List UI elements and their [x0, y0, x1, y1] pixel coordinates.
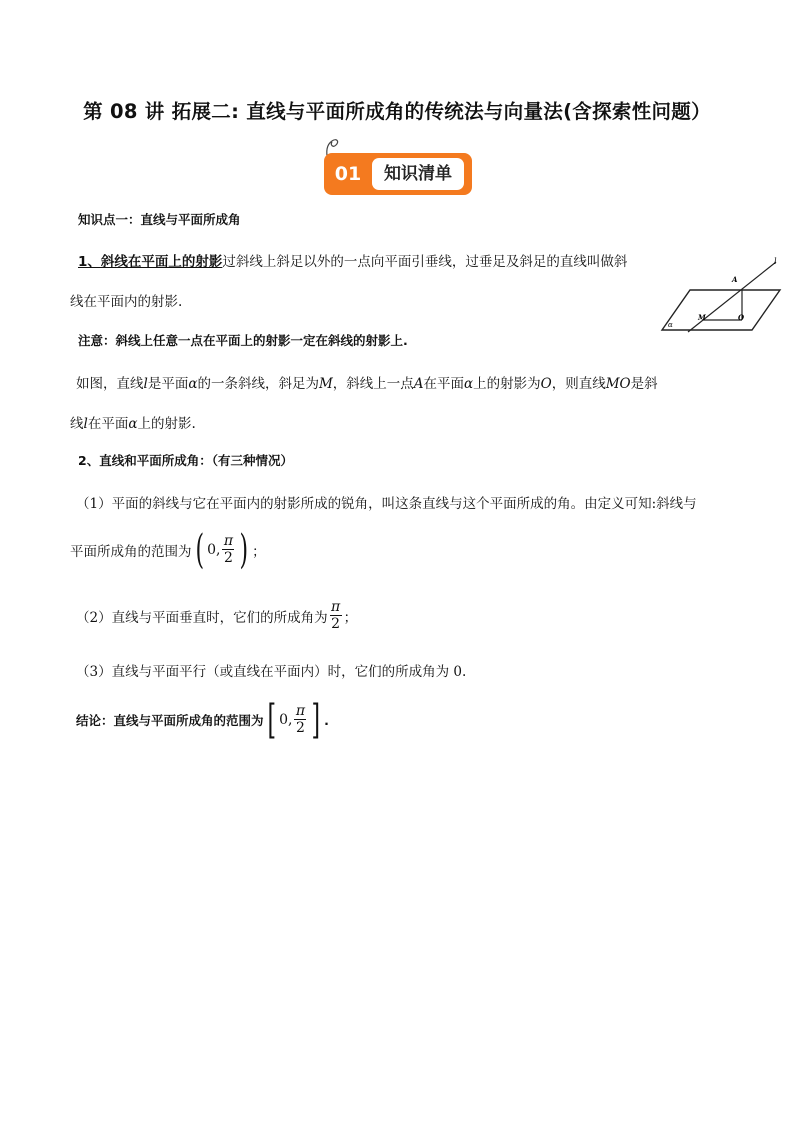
math-l: l — [143, 376, 148, 392]
bracket-open: [ — [267, 697, 276, 743]
knowledge-point-heading: 知识点一：直线与平面所成角 — [78, 212, 241, 227]
math-alpha: α — [464, 376, 474, 392]
item1-line1 — [78, 250, 627, 270]
punctuation: ； — [252, 544, 266, 560]
range-closed-interval — [264, 698, 325, 742]
example-text: 上的射影. — [137, 416, 196, 432]
example-line2 — [70, 412, 196, 432]
math-A: A — [413, 376, 424, 392]
case3-line: （3）直线与平面平行（或直线在平面内）时，它们的所成角为 0. — [76, 664, 467, 680]
conclusion-text: 结论：直线与平面所成角的范围为 — [76, 713, 264, 728]
oblique-line-figure — [660, 254, 784, 334]
example-text: 上的射影为 — [473, 376, 541, 392]
case1-text: 平面所成角的范围为 — [70, 544, 192, 560]
example-text: 是斜 — [630, 376, 658, 392]
example-line1 — [76, 372, 658, 392]
example-text: ，则直线 — [551, 376, 606, 392]
case2-line — [76, 596, 357, 636]
badge-number: 01 — [334, 163, 362, 185]
item2-heading: 2、直线和平面所成角：（有三种情况） — [78, 453, 293, 468]
example-text: ，斜线上一点 — [332, 376, 414, 392]
page-title: 第 08 讲 拓展二: 直线与平面所成角的传统法与向量法(含探索性问题） — [83, 100, 711, 123]
conclusion-line — [76, 698, 329, 742]
label-O: O — [738, 313, 745, 322]
case1-line2 — [70, 528, 266, 572]
fraction-pi-over-2: $\frac{\pi}{2}$ — [330, 599, 341, 632]
item1-line2: 线在平面内的射影. — [70, 294, 183, 310]
plane-alpha — [662, 290, 780, 330]
bracket-close: ] — [311, 697, 321, 743]
example-text: 的一条斜线，斜足为 — [197, 376, 319, 392]
punctuation: . — [324, 712, 329, 728]
math-O: O — [540, 376, 552, 392]
punctuation: ； — [343, 610, 358, 626]
item1-bold-term: 1、斜线在平面上的射影 — [78, 254, 223, 270]
note-text: 注意：斜线上任意一点在平面上的射影一定在斜线的射影上. — [78, 333, 408, 348]
math-M: M — [318, 376, 333, 392]
example-text: 是平面 — [147, 376, 189, 392]
case2-text: （2）直线与平面垂直时，它们的所成角为 — [76, 610, 328, 626]
math-alpha: α — [128, 416, 138, 432]
range-open-interval — [192, 528, 253, 572]
label-alpha: α — [668, 321, 673, 329]
math-l: l — [83, 416, 88, 432]
label-A: A — [732, 275, 738, 284]
case1-line1: （1）平面的斜线与它在平面内的射影所成的锐角，叫这条直线与这个平面所成的角。由定义可知:斜线与 — [76, 496, 697, 512]
badge-label: 知识清单 — [372, 158, 464, 190]
fraction-pi-over-2: $\frac{\pi}{2}$ — [295, 703, 306, 736]
example-text: 在平面 — [423, 376, 465, 392]
example-text: 在平面 — [87, 416, 129, 432]
zero-value: 0, — [279, 712, 293, 728]
zero-value: 0, — [207, 542, 221, 558]
paren-open: ( — [195, 527, 204, 573]
math-alpha: α — [188, 376, 198, 392]
section-badge — [324, 153, 472, 195]
label-l: l — [774, 257, 777, 266]
example-text: 如图，直线 — [76, 376, 144, 392]
label-M: M — [698, 313, 706, 322]
example-text: 线 — [70, 416, 84, 432]
paren-close: ) — [239, 527, 249, 573]
item1-text-a: 过斜线上斜足以外的一点向平面引垂线，过垂足及斜足的直线叫做斜 — [222, 254, 628, 270]
math-MO: MO — [605, 376, 631, 392]
fraction-pi-over-2: $\frac{\pi}{2}$ — [223, 533, 234, 566]
